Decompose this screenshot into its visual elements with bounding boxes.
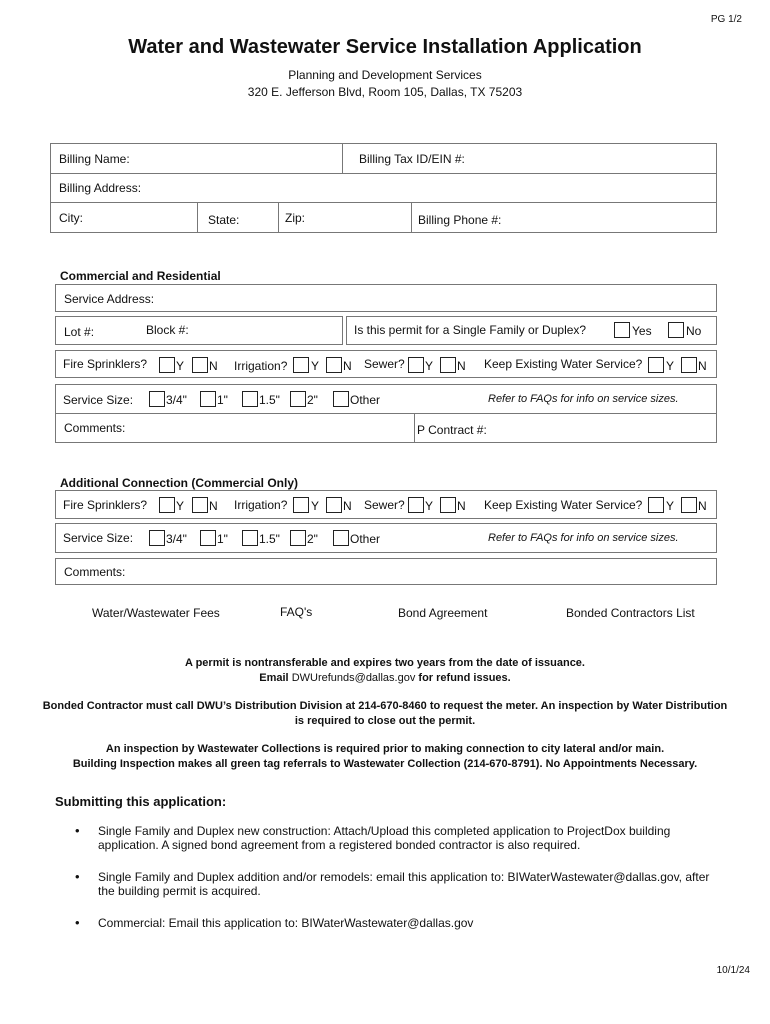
keep-water-service-no-checkbox[interactable]: [681, 357, 697, 373]
service-size-label: Service Size:: [63, 393, 134, 407]
water-wastewater-fees-link[interactable]: Water/Wastewater Fees: [92, 606, 220, 620]
fire-sprinklers-yes-label: Y: [176, 359, 185, 373]
size-2-label: 2": [307, 393, 318, 407]
bullet-2: •: [75, 869, 80, 884]
bonded-contractors-list-link[interactable]: Bonded Contractors List: [566, 606, 695, 620]
additional-size-1-label: 1": [217, 532, 228, 546]
additional-keep-water-service-yes-checkbox[interactable]: [648, 497, 664, 513]
submission-item-2: Single Family and Duplex addition and/or remodels: email this application to: BIWaterWastewater@dallas.gov, after the building permit is acquired.: [98, 870, 710, 898]
billing-state-field[interactable]: [197, 202, 279, 233]
sewer-no-label: N: [457, 359, 466, 373]
single-family-no-checkbox[interactable]: [668, 322, 684, 338]
additional-size-2-label: 2": [307, 532, 318, 546]
billing-phone-label: Billing Phone #:: [418, 213, 502, 227]
size-3-4-checkbox[interactable]: [149, 391, 165, 407]
additional-irrigation-yes-checkbox[interactable]: [293, 497, 309, 513]
billing-address-field[interactable]: [50, 173, 717, 203]
additional-comments-label: Comments:: [64, 565, 126, 579]
billing-city-label: City:: [59, 211, 83, 225]
faqs-link[interactable]: FAQ's: [280, 605, 313, 619]
additional-irrigation-label: Irrigation?: [234, 498, 288, 512]
lot-label: Lot #:: [64, 325, 95, 339]
billing-name-field[interactable]: [50, 143, 343, 174]
billing-zip-field[interactable]: [278, 202, 412, 233]
additional-fire-sprinklers-label: Fire Sprinklers?: [63, 498, 148, 512]
additional-keep-water-service-label: Keep Existing Water Service?: [484, 498, 643, 512]
wastewater-inspection-notice: An inspection by Wastewater Collections is required prior to making connection to city lateral and/or main.: [105, 743, 665, 755]
submission-item-1: Single Family and Duplex new construction: Attach/Upload this completed application to ProjectDox building application. A signed bond agreement from a registered bonded contractor is also required.: [98, 824, 671, 852]
billing-tax-id-label: Billing Tax ID/EIN #:: [359, 152, 465, 166]
bullet-3: •: [75, 915, 80, 930]
block-label: Block #:: [146, 323, 189, 337]
keep-water-service-no-label: N: [698, 359, 707, 373]
irrigation-no-checkbox[interactable]: [326, 357, 342, 373]
billing-phone-field[interactable]: [411, 202, 717, 233]
size-2-checkbox[interactable]: [290, 391, 306, 407]
additional-irrigation-no-checkbox[interactable]: [326, 497, 342, 513]
fire-sprinklers-no-checkbox[interactable]: [192, 357, 208, 373]
additional-keep-water-service-no-label: N: [698, 499, 707, 513]
permit-notice: A permit is nontransferable and expires two years from the date of issuance.: [185, 657, 585, 669]
sewer-yes-label: Y: [425, 359, 434, 373]
refund-email-link[interactable]: DWUrefunds@dallas.gov: [291, 672, 416, 684]
irrigation-yes-checkbox[interactable]: [293, 357, 309, 373]
department-address: 320 E. Jefferson Blvd, Room 105, Dallas, TX 75203: [247, 85, 523, 99]
additional-service-size-label: Service Size:: [63, 531, 134, 545]
keep-water-service-label: Keep Existing Water Service?: [484, 357, 643, 371]
additional-fire-sprinklers-yes-checkbox[interactable]: [159, 497, 175, 513]
service-size-faq-note: Refer to FAQs for info on service sizes.: [488, 393, 679, 405]
additional-size-3-4-label: 3/4": [166, 532, 187, 546]
bond-agreement-link[interactable]: Bond Agreement: [398, 606, 488, 620]
billing-address-label: Billing Address:: [59, 181, 142, 195]
additional-size-2-checkbox[interactable]: [290, 530, 306, 546]
building-inspection-notice: Building Inspection makes all green tag referrals to Wastewater Collection (214-670-8791). No Appointments Necessary.: [72, 758, 698, 770]
additional-service-size-faq-note: Refer to FAQs for info on service sizes.: [488, 532, 679, 544]
additional-sewer-no-label: N: [457, 499, 466, 513]
additional-size-other-label: Other: [350, 532, 381, 546]
bullet-1: •: [75, 823, 80, 838]
keep-water-service-yes-label: Y: [666, 359, 675, 373]
billing-tax-id-field[interactable]: [342, 143, 717, 174]
page-title: Water and Wastewater Service Installation Application: [128, 36, 642, 58]
size-other-label: Other: [350, 393, 381, 407]
revision-date: 10/1/24: [716, 965, 750, 976]
size-1-label: 1": [217, 393, 228, 407]
size-1-5-checkbox[interactable]: [242, 391, 258, 407]
irrigation-yes-label: Y: [311, 359, 320, 373]
page-number: PG 1/2: [710, 14, 742, 25]
billing-city-field[interactable]: [50, 202, 198, 233]
size-1-checkbox[interactable]: [200, 391, 216, 407]
service-address-label: Service Address:: [64, 292, 155, 306]
commercial-residential-heading: Commercial and Residential: [60, 269, 221, 283]
billing-state-label: State:: [208, 213, 240, 227]
irrigation-no-label: N: [343, 359, 352, 373]
billing-name-label: Billing Name:: [59, 152, 130, 166]
irrigation-label: Irrigation?: [234, 359, 288, 373]
fire-sprinklers-no-label: N: [209, 359, 218, 373]
comments-field[interactable]: [55, 413, 415, 443]
additional-size-1-5-label: 1.5": [259, 532, 280, 546]
single-family-yes-label: Yes: [632, 324, 652, 338]
additional-size-other-checkbox[interactable]: [333, 530, 349, 546]
additional-sewer-label: Sewer?: [364, 498, 405, 512]
additional-fire-sprinklers-yes-label: Y: [176, 499, 185, 513]
fire-sprinklers-label: Fire Sprinklers?: [63, 357, 148, 371]
refund-notice-suffix: for refund issues.: [418, 672, 511, 684]
size-other-checkbox[interactable]: [333, 391, 349, 407]
p-contract-label: P Contract #:: [417, 423, 487, 437]
size-3-4-label: 3/4": [166, 393, 187, 407]
size-1-5-label: 1.5": [259, 393, 280, 407]
additional-sewer-yes-checkbox[interactable]: [408, 497, 424, 513]
additional-connection-heading: Additional Connection (Commercial Only): [60, 476, 299, 490]
additional-keep-water-service-no-checkbox[interactable]: [681, 497, 697, 513]
sewer-yes-checkbox[interactable]: [408, 357, 424, 373]
additional-size-1-5-checkbox[interactable]: [242, 530, 258, 546]
sewer-label: Sewer?: [364, 357, 405, 371]
lot-block-field[interactable]: [55, 316, 343, 345]
submission-item-3: Commercial: Email this application to: BIWaterWastewater@dallas.gov: [98, 916, 474, 930]
single-family-yes-checkbox[interactable]: [614, 322, 630, 338]
refund-notice: [40, 671, 730, 686]
comments-label: Comments:: [64, 421, 126, 435]
additional-sewer-no-checkbox[interactable]: [440, 497, 456, 513]
additional-irrigation-yes-label: Y: [311, 499, 320, 513]
keep-water-service-yes-checkbox[interactable]: [648, 357, 664, 373]
additional-size-3-4-checkbox[interactable]: [149, 530, 165, 546]
sewer-no-checkbox[interactable]: [440, 357, 456, 373]
single-family-question-box: [346, 316, 717, 345]
single-family-no-label: No: [686, 324, 702, 338]
additional-irrigation-no-label: N: [343, 499, 352, 513]
p-contract-field[interactable]: [414, 413, 717, 443]
fire-sprinklers-yes-checkbox[interactable]: [159, 357, 175, 373]
submitting-heading: Submitting this application:: [55, 794, 227, 809]
additional-comments-field[interactable]: [55, 558, 717, 585]
department-name: Planning and Development Services: [288, 68, 482, 82]
bonded-contractor-notice: Bonded Contractor must call DWU’s Distribution Division at 214-670-8460 to request the meter. An inspection by Water Distribution is required to close out the permit.: [42, 700, 728, 727]
additional-fire-sprinklers-no-label: N: [209, 499, 218, 513]
additional-keep-water-service-yes-label: Y: [666, 499, 675, 513]
additional-size-1-checkbox[interactable]: [200, 530, 216, 546]
additional-fire-sprinklers-no-checkbox[interactable]: [192, 497, 208, 513]
single-family-question: Is this permit for a Single Family or Duplex?: [354, 323, 587, 337]
additional-sewer-yes-label: Y: [425, 499, 434, 513]
service-address-field[interactable]: [55, 284, 717, 312]
refund-notice-prefix: Email: [259, 672, 289, 684]
billing-zip-label: Zip:: [285, 211, 306, 225]
